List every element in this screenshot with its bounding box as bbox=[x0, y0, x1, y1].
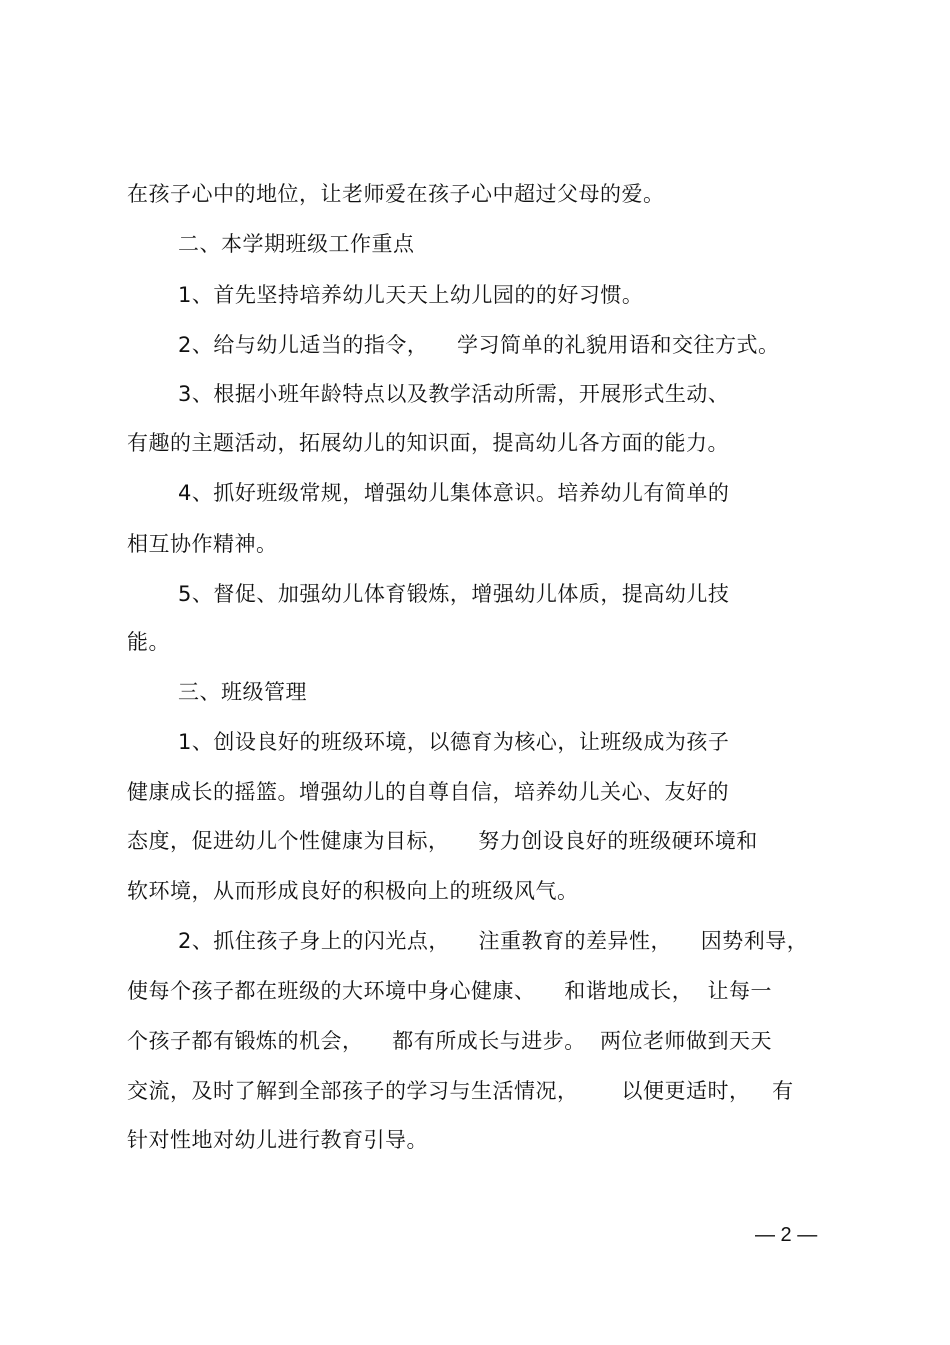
section-heading: 三、班级管理 bbox=[178, 680, 307, 704]
text-line: 1、创设良好的班级环境，以德育为核心，让班级成为孩子 bbox=[178, 730, 730, 754]
text-line: 针对性地对幼儿进行教育引导。 bbox=[127, 1128, 428, 1152]
text-line: 4、抓好班级常规，增强幼儿集体意识。培养幼儿有简单的 bbox=[178, 481, 730, 505]
text-line: 5、督促、加强幼儿体育锻炼，增强幼儿体质，提高幼儿技 bbox=[178, 582, 730, 606]
section-heading: 二、本学期班级工作重点 bbox=[178, 232, 415, 256]
text-line: 1、首先坚持培养幼儿天天上幼儿园的的好习惯。 bbox=[178, 283, 644, 307]
text-line: 交流，及时了解到全部孩子的学习与生活情况， 以便更适时， 有 bbox=[127, 1079, 794, 1103]
text-line: 健康成长的摇篮。增强幼儿的自尊自信，培养幼儿关心、友好的 bbox=[127, 780, 729, 804]
page-number: — 2 — bbox=[755, 1224, 818, 1246]
text-line: 态度，促进幼儿个性健康为目标， 努力创设良好的班级硬环境和 bbox=[127, 829, 758, 853]
text-line: 使每个孩子都在班级的大环境中身心健康、 和谐地成长， 让每一 bbox=[127, 979, 773, 1003]
text-line: 相互协作精神。 bbox=[127, 532, 278, 556]
text-line: 在孩子心中的地位，让老师爱在孩子心中超过父母的爱。 bbox=[127, 182, 665, 206]
text-line: 2、抓住孩子身上的闪光点， 注重教育的差异性， 因势利导， bbox=[178, 929, 809, 953]
text-line: 3、根据小班年龄特点以及教学活动所需，开展形式生动、 bbox=[178, 382, 730, 406]
text-line: 个孩子都有锻炼的机会， 都有所成长与进步。 两位老师做到天天 bbox=[127, 1029, 773, 1053]
text-line: 有趣的主题活动，拓展幼儿的知识面，提高幼儿各方面的能力。 bbox=[127, 431, 729, 455]
text-line: 2、给与幼儿适当的指令， 学习简单的礼貌用语和交往方式。 bbox=[178, 333, 780, 357]
text-line: 软环境，从而形成良好的积极向上的班级风气。 bbox=[127, 879, 579, 903]
text-line: 能。 bbox=[127, 630, 170, 654]
